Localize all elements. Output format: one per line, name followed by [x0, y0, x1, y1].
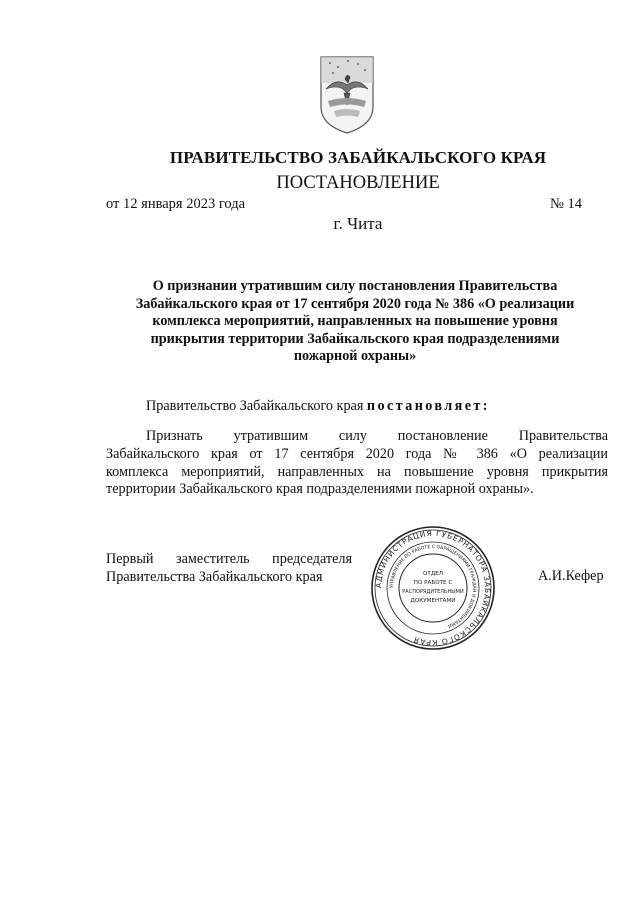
body-line: территории Забайкальского края подразделениями пожарной охраны».	[106, 481, 534, 498]
stamp-inner-ring-text: УПРАВЛЕНИЕ ПО РАБОТЕ С ОБРАЩЕНИЯМИ ГРАЖДАН И ДОКУМЕНТАМИ	[389, 544, 477, 628]
government-name: ПРАВИТЕЛЬСТВО ЗАБАЙКАЛЬСКОГО КРАЯ	[169, 148, 547, 167]
decree-subject: Правительство Забайкальского края	[146, 398, 364, 414]
title-line: комплекса мероприятий, направленных на повышение уровня	[152, 313, 558, 330]
document-number: № 14	[550, 196, 582, 212]
stamp-center-line: ПО РАБОТЕ С	[413, 580, 453, 586]
stamp-center-line: ДОКУМЕНТАМИ	[410, 598, 456, 604]
signatory-position	[106, 551, 352, 587]
position-line: Правительства Забайкальского края	[106, 568, 323, 585]
body-line: Забайкальского края от 17 сентября 2020 года № 386 «О реализации	[106, 445, 608, 462]
signatory-name: А.И.Кефер	[538, 568, 604, 584]
document-type: ПОСТАНОВЛЕНИЕ	[276, 173, 440, 193]
decree-statement	[146, 398, 490, 415]
document-city: г. Чита	[333, 214, 383, 233]
coat-of-arms-emblem	[318, 55, 376, 135]
document-date: от 12 января 2023 года	[106, 196, 246, 212]
svg-text:УПРАВЛЕНИЕ ПО РАБОТЕ С ОБРАЩЕН	[389, 544, 477, 629]
body-line: Признать утратившим силу постановление Правительства	[146, 428, 608, 444]
position-line: Первый заместитель председателя	[106, 551, 352, 567]
title-line: Забайкальского края от 17 сентября 2020 года № 386 «О реализации	[135, 295, 575, 312]
title-line: пожарной охраны»	[293, 348, 417, 365]
document-title	[100, 278, 610, 366]
stamp-center-line: РАСПОРЯДИТЕЛЬНЫМИ	[402, 589, 464, 595]
body-line: комплекса мероприятий, направленных на повышение уровня прикрытия	[106, 463, 608, 480]
official-stamp	[370, 525, 496, 651]
stamp-center-line: ОТДЕЛ	[423, 571, 443, 577]
stamp-ring-text: АДМИНИСТРАЦИЯ ГУБЕРНАТОРА ЗАБАЙКАЛЬСКОГО КРАЯ	[373, 528, 493, 648]
decree-verb: постановляет:	[366, 398, 490, 414]
title-line: О признании утратившим силу постановления Правительства	[152, 278, 558, 294]
body-paragraph	[106, 428, 608, 499]
title-line: прикрытия территории Забайкальского края подразделениями	[150, 330, 560, 347]
